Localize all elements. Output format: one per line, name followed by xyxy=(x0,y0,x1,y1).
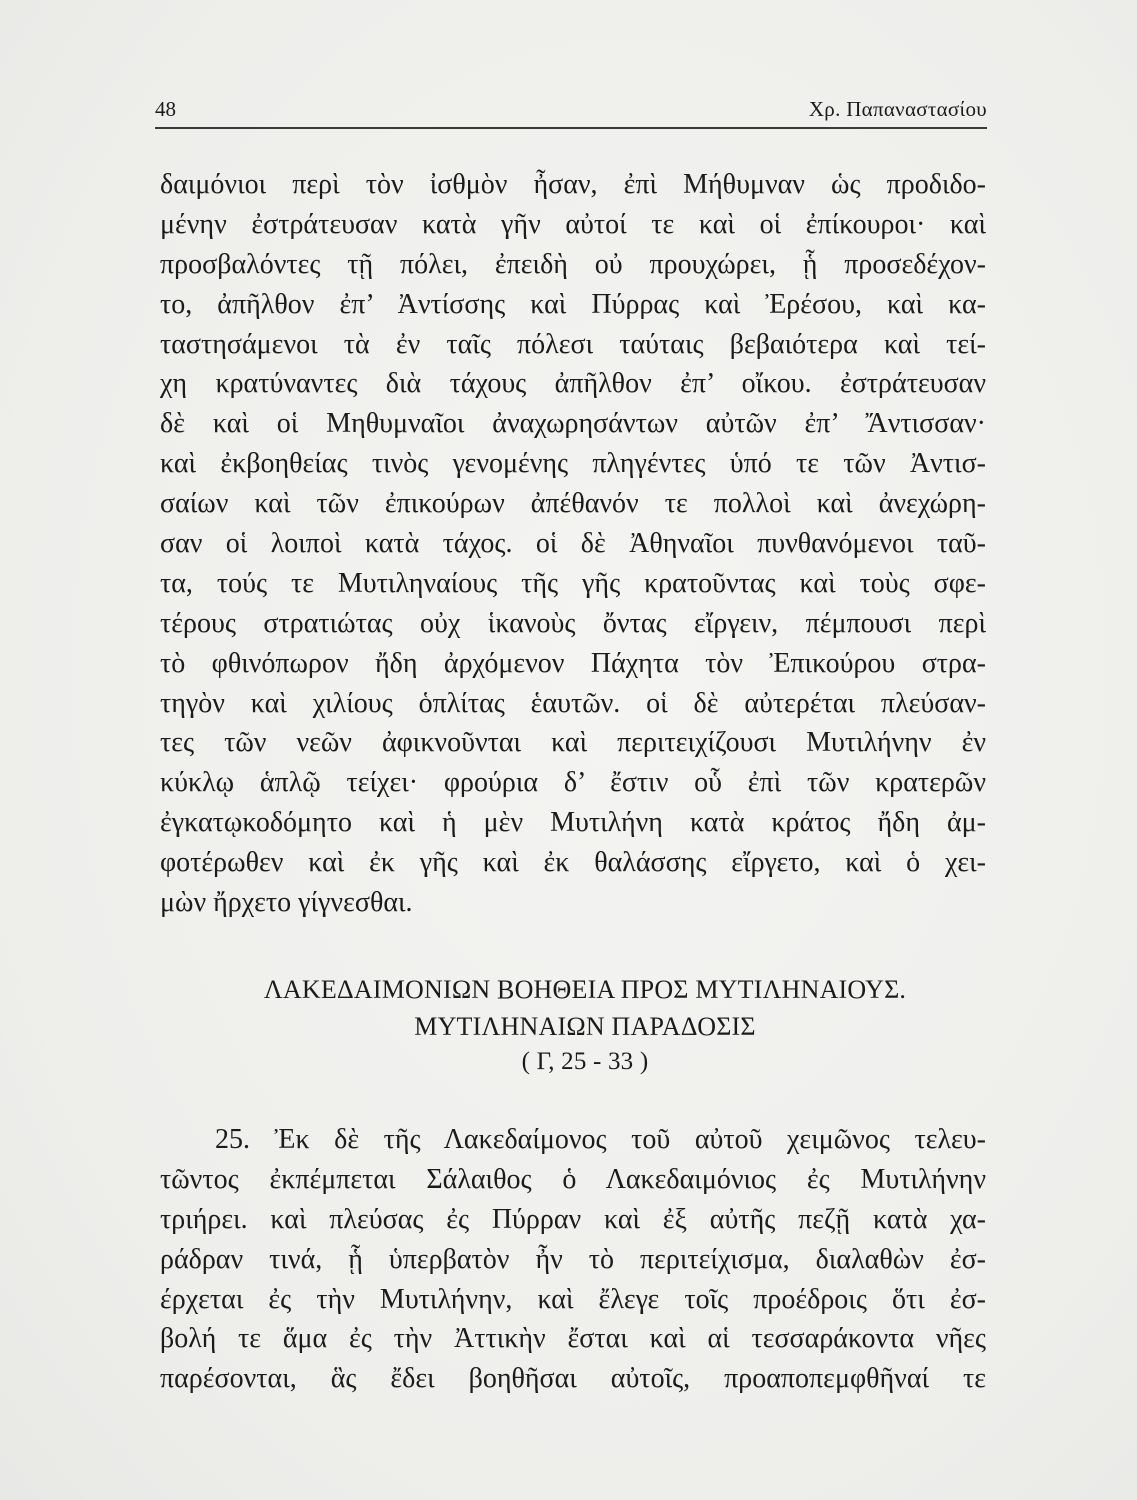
text-line: τα, τούς τε Μυτιληναίους τῆς γῆς κρατοῦντας καὶ τοὺς σφε- xyxy=(160,567,986,599)
body-text xyxy=(160,165,986,923)
text-line: χη κρατύναντες διὰ τάχους ἀπῆλθον ἐπ’ οἴκου. ἐστράτευσαν xyxy=(160,368,986,400)
text-line: τηγὸν καὶ χιλίους ὁπλίτας ἑαυτῶν. οἱ δὲ αὐτερέται πλεύσαν- xyxy=(160,687,986,719)
text-line: παρέσονται, ἃς ἔδει βοηθῆσαι αὐτοῖς, προαποπεμφθῆναί τε xyxy=(160,1363,986,1395)
text-line: το, ἀπῆλθον ἐπ’ Ἀντίσσης καὶ Πύρρας καὶ Ἐρέσου, καὶ κα- xyxy=(160,288,986,320)
text-line: τὸ φθινόπωρον ἤδη ἀρχόμενον Πάχητα τὸν Ἐπικούρου στρα- xyxy=(160,647,986,679)
text-line: σαν οἱ λοιποὶ κατὰ τάχος. οἱ δὲ Ἀθηναῖοι πυνθανόμενοι ταῦ- xyxy=(160,528,986,560)
text-line: μὼν ἤρχετο γίγνεσθαι. xyxy=(160,887,413,919)
text-line: βολή τε ἅμα ἐς τὴν Ἀττικὴν ἔσται καὶ αἱ τεσσαράκοντα νῆες xyxy=(160,1323,986,1355)
text-line: κύκλῳ ἁπλῷ τείχει· φρούρια δ’ ἔστιν οὗ ἐπὶ τῶν κρατερῶν xyxy=(160,767,986,799)
text-line: τέρους στρατιώτας οὐχ ἱκανοὺς ὄντας εἴργειν, πέμπουσι περὶ xyxy=(160,607,986,639)
text-line: ράδραν τινά, ᾗ ὑπερβατὸν ἦν τὸ περιτείχισμα, διαλαθὼν ἐσ- xyxy=(160,1243,986,1275)
text-line: καὶ ἐκβοηθείας τινὸς γενομένης πληγέντες ὑπό τε τῶν Ἀντισ- xyxy=(160,448,986,480)
text-line: προσβαλόντες τῇ πόλει, ἐπειδὴ οὐ προυχώρει, ᾗ προσεδέχον- xyxy=(160,248,986,280)
text-line: δὲ καὶ οἱ Μηθυμναῖοι ἀναχωρησάντων αὐτῶν ἐπ’ Ἄντισσαν· xyxy=(160,408,986,440)
text-line: φοτέρωθεν καὶ ἐκ γῆς καὶ ἐκ θαλάσσης εἴργετο, καὶ ὁ χει- xyxy=(160,847,986,879)
section-title-line-2: ΜΥΤΙΛΗΝΑΙΩΝ ΠΑΡΑΔΟΣΙΣ xyxy=(414,1012,756,1041)
text-line: ἐγκατῳκοδόμητο καὶ ἡ μὲν Μυτιλήνη κατὰ κράτος ἤδη ἀμ- xyxy=(160,807,986,839)
text-line: μένην ἐστράτευσαν κατὰ γῆν αὐτοί τε καὶ οἱ ἐπίκουροι· καὶ xyxy=(160,208,986,240)
section-title-line-1: ΛΑΚΕΔΑΙΜΟΝΙΩΝ ΒΟΗΘΕΙΑ ΠΡΟΣ ΜΥΤΙΛΗΝΑΙΟΥΣ. xyxy=(263,975,907,1004)
chapter-25-text xyxy=(160,1120,986,1399)
page-number: 48 xyxy=(155,97,176,121)
header-rule xyxy=(155,127,987,129)
text-line: ταστησάμενοι τὰ ἐν ταῖς πόλεσι ταύταις βεβαιότερα καὶ τεί- xyxy=(160,328,986,360)
text-line: δαιμόνιοι περὶ τὸν ἰσθμὸν ἦσαν, ἐπὶ Μήθυμναν ὡς προδιδο- xyxy=(160,169,986,200)
chapter-first-line xyxy=(160,1120,986,1160)
text-line: τες τῶν νεῶν ἀφικνοῦνται καὶ περιτειχίζουσι Μυτιλήνην ἐν xyxy=(160,727,986,759)
running-title: Χρ. Παπαναστασίου xyxy=(808,97,987,121)
page-header xyxy=(155,94,987,124)
section-reference: ( Γ, 25 - 33 ) xyxy=(521,1048,649,1075)
text-line: τῶντος ἐκπέμπεται Σάλαιθος ὁ Λακεδαιμόνιος ἐς Μυτιλήνην xyxy=(160,1163,986,1195)
chapter-first-line-text: Ἐκ δὲ τῆς Λακεδαίμονος τοῦ αὐτοῦ χειμῶνος τελευ- xyxy=(274,1124,986,1155)
text-line: σαίων καὶ τῶν ἐπικούρων ἀπέθανόν τε πολλοὶ καὶ ἀνεχώρη- xyxy=(160,488,986,520)
chapter-number: 25. xyxy=(215,1124,250,1155)
text-line: τριήρει. καὶ πλεύσας ἐς Πύρραν καὶ ἐξ αὐτῆς πεζῇ κατὰ χα- xyxy=(160,1203,986,1235)
text-line: έρχεται ἐς τὴν Μυτιλήνην, καὶ ἔλεγε τοῖς προέδροις ὅτι ἐσ- xyxy=(160,1283,986,1315)
